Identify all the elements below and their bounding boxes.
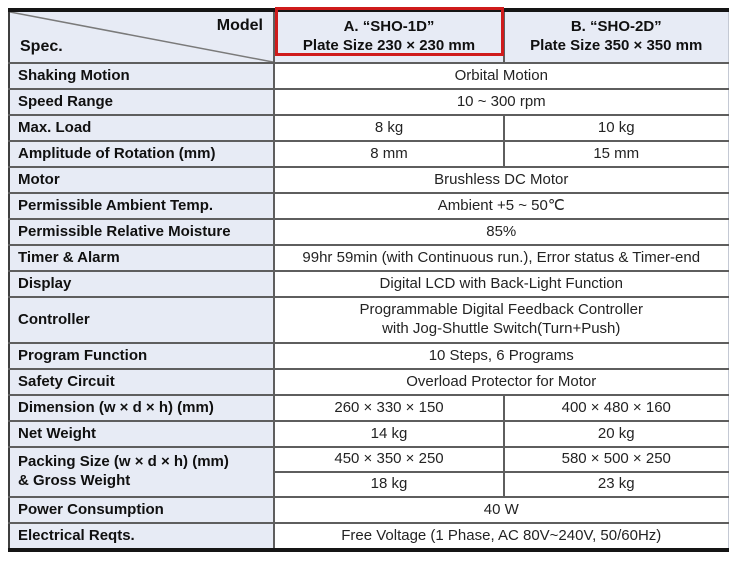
table-row	[9, 193, 728, 219]
table-row	[9, 141, 728, 167]
table-row	[9, 447, 728, 472]
spec-value-cell-a: 450 × 350 × 250	[274, 447, 504, 472]
table-header-row	[9, 10, 728, 63]
table-row	[9, 219, 728, 245]
table-row	[9, 395, 728, 421]
table-row	[9, 421, 728, 447]
model-a-name: A. “SHO-1D”	[343, 18, 435, 36]
table-row	[9, 245, 728, 271]
spec-label-cell: Controller	[9, 297, 274, 343]
spec-label-cell: Program Function	[9, 343, 274, 369]
model-b-plate-size: Plate Size 350 × 350 mm	[530, 37, 703, 54]
spec-value-cell: 10 Steps, 6 Programs	[274, 343, 728, 369]
spec-value-cell: 40 W	[274, 497, 728, 523]
spec-value-cell-b: 10 kg	[504, 115, 728, 141]
table-row	[9, 523, 728, 550]
table-row	[9, 89, 728, 115]
spec-label-cell: Permissible Relative Moisture	[9, 219, 274, 245]
spec-label-cell: Electrical Reqts.	[9, 523, 274, 550]
spec-value-cell-a: 260 × 330 × 150	[274, 395, 504, 421]
spec-corner-label: Spec.	[20, 38, 63, 55]
spec-value-cell: Overload Protector for Motor	[274, 369, 728, 395]
spec-value-cell	[274, 297, 728, 343]
spec-label-cell: Max. Load	[9, 115, 274, 141]
spec-label-cell: Net Weight	[9, 421, 274, 447]
table-row	[9, 167, 728, 193]
spec-value-cell-a: 14 kg	[274, 421, 504, 447]
spec-label-cell: Dimension (w × d × h) (mm)	[9, 395, 274, 421]
spec-value-cell: 10 ~ 300 rpm	[274, 89, 728, 115]
spec-value-cell-b: 23 kg	[504, 472, 728, 497]
controller-line1: Programmable Digital Feedback Controller	[359, 301, 643, 319]
spec-value-cell-b: 400 × 480 × 160	[504, 395, 728, 421]
table-row	[9, 115, 728, 141]
table-row	[9, 497, 728, 523]
spec-value-cell: 85%	[274, 219, 728, 245]
spec-value-cell: Brushless DC Motor	[274, 167, 728, 193]
table-row	[9, 271, 728, 297]
model-b-name: B. “SHO-2D”	[570, 18, 662, 36]
spec-value-cell-a: 8 mm	[274, 141, 504, 167]
table-row	[9, 343, 728, 369]
packing-label-line1: Packing Size (w × d × h) (mm)	[18, 453, 229, 471]
spec-label-cell: Motor	[9, 167, 274, 193]
spec-label-cell: Safety Circuit	[9, 369, 274, 395]
spec-value-cell: Orbital Motion	[274, 63, 728, 89]
spec-label-cell: Amplitude of Rotation (mm)	[9, 141, 274, 167]
spec-value-cell: Free Voltage (1 Phase, AC 80V~240V, 50/60Hz)	[274, 523, 728, 550]
spec-value-cell-b: 20 kg	[504, 421, 728, 447]
spec-label-cell: Power Consumption	[9, 497, 274, 523]
spec-label-cell: Permissible Ambient Temp.	[9, 193, 274, 219]
spec-value-cell-b: 580 × 500 × 250	[504, 447, 728, 472]
spec-value-cell: Ambient +5 ~ 50℃	[274, 193, 728, 219]
spec-value-cell-a: 18 kg	[274, 472, 504, 497]
spec-model-diagonal-cell	[9, 10, 274, 63]
spec-value-cell-a: 8 kg	[274, 115, 504, 141]
spec-value-cell: Digital LCD with Back-Light Function	[274, 271, 728, 297]
model-corner-label: Model	[216, 17, 263, 34]
model-a-plate-size: Plate Size 230 × 230 mm	[302, 37, 476, 54]
spec-value-cell-b: 15 mm	[504, 141, 728, 167]
spec-table	[8, 8, 729, 552]
table-row	[9, 63, 728, 89]
spec-label-cell: Timer & Alarm	[9, 245, 274, 271]
spec-label-cell	[9, 447, 274, 497]
column-header-model-a	[274, 10, 504, 63]
table-row	[9, 369, 728, 395]
spec-label-cell: Speed Range	[9, 89, 274, 115]
spec-value-cell: 99hr 59min (with Continuous run.), Error status & Timer-end	[274, 245, 728, 271]
table-row	[9, 297, 728, 343]
packing-label-line2: & Gross Weight	[18, 472, 131, 489]
controller-line2: with Jog-Shuttle Switch(Turn+Push)	[382, 320, 621, 337]
spec-label-cell: Display	[9, 271, 274, 297]
spec-label-cell: Shaking Motion	[9, 63, 274, 89]
column-header-model-b	[504, 10, 728, 63]
